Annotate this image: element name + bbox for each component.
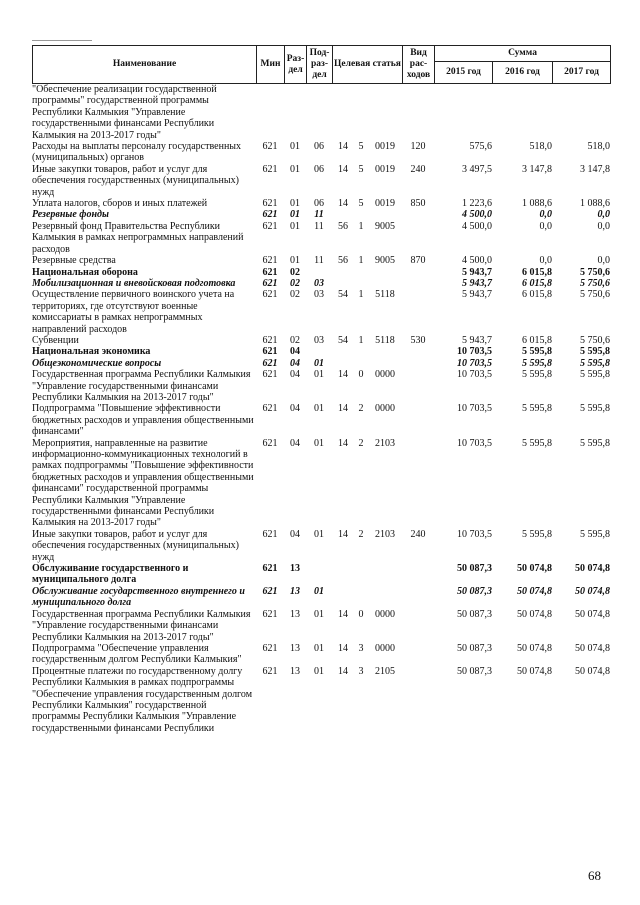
row-min: 621 — [262, 266, 278, 278]
row-sum-2015: 5 943,7 — [462, 289, 492, 301]
row-vid — [402, 586, 434, 609]
table-row — [32, 335, 610, 346]
row-vid — [402, 346, 434, 357]
row-sum-2015: 50 087,3 — [457, 608, 492, 620]
row-target-3: 9005 — [375, 220, 395, 232]
row-razdel: 04 — [290, 369, 300, 381]
row-target-3: 0000 — [375, 369, 395, 381]
row-target-3 — [368, 278, 402, 289]
row-target-2: 2 — [358, 403, 364, 415]
row-sum-2017: 5 750,6 — [580, 289, 610, 301]
row-target-2 — [354, 209, 368, 220]
row-vid — [402, 438, 434, 529]
row-sum-2017: 5 595,8 — [580, 346, 610, 358]
header-target: Целевая статья — [333, 46, 403, 84]
row-podrazdel — [306, 267, 332, 278]
row-sum-2016: 0,0 — [539, 209, 552, 221]
row-target-2: 2 — [358, 528, 364, 540]
row-razdel: 13 — [290, 665, 300, 677]
row-razdel: 13 — [290, 585, 300, 597]
row-sum-2017: 50 074,8 — [575, 585, 610, 597]
table-row — [32, 278, 610, 289]
row-target-1: 14 — [338, 528, 348, 540]
row-razdel: 13 — [290, 563, 300, 575]
row-razdel: 01 — [290, 163, 300, 175]
row-sum-2017: 5 595,8 — [580, 403, 610, 415]
row-podrazdel: 11 — [314, 209, 324, 221]
row-sum-2015: 1 223,6 — [462, 198, 492, 210]
row-target-2: 1 — [358, 220, 364, 232]
row-sum-2015 — [434, 84, 492, 141]
row-min: 621 — [262, 198, 278, 210]
table-row — [32, 438, 610, 529]
row-target-1 — [332, 209, 354, 220]
row-podrazdel: 06 — [314, 141, 324, 153]
row-sum-2016: 5 595,8 — [522, 357, 552, 369]
row-min: 621 — [262, 277, 278, 289]
row-name: Осуществление первичного воинского учета на территориях, где отсутствуют военные комиссариаты в рамках непрограммных направлений расходов — [32, 289, 235, 335]
row-target-3: 5118 — [375, 334, 395, 346]
table-row — [32, 586, 610, 609]
row-sum-2017: 5 750,6 — [580, 334, 610, 346]
row-vid — [402, 403, 434, 437]
row-target-2: 3 — [358, 665, 364, 677]
row-min: 621 — [262, 608, 278, 620]
row-target-1: 14 — [338, 198, 348, 210]
row-razdel: 02 — [290, 266, 300, 278]
row-razdel: 04 — [290, 403, 300, 415]
row-sum-2016: 0,0 — [539, 220, 552, 232]
row-sum-2015: 5 943,7 — [462, 277, 492, 289]
table-row — [32, 358, 610, 369]
row-razdel: 01 — [290, 255, 300, 267]
row-min: 621 — [262, 563, 278, 575]
row-podrazdel: 11 — [314, 255, 324, 267]
row-razdel: 04 — [290, 437, 300, 449]
row-name: Подпрограмма "Обеспечение управления государственным долгом Республики Калмыкия" — [32, 642, 242, 666]
row-target-3: 2103 — [375, 437, 395, 449]
row-podrazdel: 06 — [314, 198, 324, 210]
row-podrazdel: 01 — [314, 369, 324, 381]
row-min: 621 — [262, 209, 278, 221]
row-sum-2016: 5 595,8 — [522, 369, 552, 381]
row-vid — [402, 643, 434, 666]
row-name: Уплата налогов, сборов и иных платежей — [32, 198, 208, 210]
row-target-1: 54 — [338, 334, 348, 346]
row-podrazdel: 03 — [314, 289, 324, 301]
row-target-2: 1 — [358, 334, 364, 346]
row-target-3: 9005 — [375, 255, 395, 267]
row-min: 621 — [262, 163, 278, 175]
row-sum-2016 — [492, 84, 552, 141]
row-target-1: 14 — [338, 163, 348, 175]
row-sum-2016: 6 015,8 — [522, 334, 552, 346]
row-podrazdel — [306, 563, 332, 586]
row-sum-2016: 50 074,8 — [517, 642, 552, 654]
row-vid — [402, 289, 434, 335]
row-name: Процентные платежи по государственному долгу Республики Калмыкия в рамках подпрограммы "Обеспечение управления государственным долгом Республики Калмыкия" государственной программы Республики Калмыкия "Управление государственными финансами Республики — [32, 665, 253, 734]
row-name: Иные закупки товаров, работ и услуг для обеспечения государственных (муниципальных) нужд — [32, 163, 239, 198]
row-sum-2017: 5 595,8 — [580, 369, 610, 381]
row-razdel: 01 — [290, 141, 300, 153]
row-sum-2016: 1 088,6 — [522, 198, 552, 210]
table-row — [32, 529, 610, 563]
row-razdel: 01 — [290, 209, 300, 221]
row-sum-2017: 5 595,8 — [580, 528, 610, 540]
row-sum-2017: 3 147,8 — [580, 163, 610, 175]
row-podrazdel: 01 — [314, 357, 324, 369]
table-header — [32, 45, 611, 84]
table-row — [32, 221, 610, 255]
row-sum-2016: 5 595,8 — [522, 403, 552, 415]
row-target-3: 2103 — [375, 528, 395, 540]
row-min: 621 — [262, 255, 278, 267]
row-razdel: 13 — [290, 608, 300, 620]
header-name: Наименование — [33, 46, 257, 84]
table-row — [32, 289, 610, 335]
row-vid — [402, 267, 434, 278]
row-target-3: 5118 — [375, 289, 395, 301]
row-min: 621 — [262, 346, 278, 358]
row-target-2: 1 — [358, 289, 364, 301]
row-vid — [402, 609, 434, 643]
row-target-1: 56 — [338, 220, 348, 232]
row-min: 621 — [262, 585, 278, 597]
row-podrazdel: 01 — [314, 585, 324, 597]
row-target-3: 0000 — [375, 608, 395, 620]
row-sum-2015: 4 500,0 — [462, 209, 492, 221]
row-sum-2016: 5 595,8 — [522, 437, 552, 449]
row-name: Мобилизационная и вневойсковая подготовка — [32, 277, 236, 289]
row-name: "Обеспечение реализации государственной программы" государственной программы Республики Калмыкия "Управление государственными финансами Республики Калмыкия на 2013-2017 годы" — [32, 84, 217, 141]
row-sum-2017: 0,0 — [597, 209, 610, 221]
table-row — [32, 563, 610, 586]
row-sum-2016: 50 074,8 — [517, 563, 552, 575]
top-rule — [32, 40, 92, 41]
row-target-2: 3 — [358, 642, 364, 654]
row-sum-2016: 6 015,8 — [522, 266, 552, 278]
row-target-1 — [332, 278, 354, 289]
row-name: Резервные фонды — [32, 209, 109, 221]
table-row — [32, 198, 610, 209]
row-target-1: 14 — [338, 403, 348, 415]
row-target-3 — [368, 586, 402, 609]
row-sum-2015: 10 703,5 — [457, 369, 492, 381]
row-razdel — [284, 84, 306, 141]
row-vid: 850 — [410, 198, 426, 210]
row-min — [256, 84, 284, 141]
table-row — [32, 255, 610, 266]
row-target-2 — [354, 563, 368, 586]
row-min: 621 — [262, 665, 278, 677]
row-min: 621 — [262, 528, 278, 540]
row-target-2: 5 — [358, 141, 364, 153]
row-sum-2015: 575,6 — [469, 141, 492, 153]
row-sum-2017: 5 595,8 — [580, 437, 610, 449]
row-vid — [402, 84, 434, 141]
table-row — [32, 346, 610, 357]
row-min: 621 — [262, 642, 278, 654]
row-target-1: 14 — [338, 642, 348, 654]
row-razdel: 04 — [290, 346, 300, 358]
row-podrazdel — [306, 346, 332, 357]
row-target-1 — [332, 267, 354, 278]
header-2015: 2015 год — [435, 62, 493, 84]
row-podrazdel — [306, 84, 332, 141]
row-target-3 — [368, 346, 402, 357]
row-sum-2016: 50 074,8 — [517, 665, 552, 677]
row-vid — [402, 209, 434, 220]
row-target-2: 0 — [358, 369, 364, 381]
row-name: Иные закупки товаров, работ и услуг для обеспечения государственных (муниципальных) нужд — [32, 528, 239, 563]
row-min: 621 — [262, 220, 278, 232]
row-sum-2017: 50 074,8 — [575, 608, 610, 620]
row-target-2 — [354, 586, 368, 609]
row-sum-2016: 0,0 — [539, 255, 552, 267]
row-sum-2016: 3 147,8 — [522, 163, 552, 175]
row-vid — [402, 221, 434, 255]
row-target-2 — [354, 267, 368, 278]
row-vid: 240 — [410, 163, 426, 175]
row-sum-2015: 10 703,5 — [457, 346, 492, 358]
row-sum-2017: 0,0 — [597, 220, 610, 232]
row-target-1: 14 — [338, 141, 348, 153]
row-target-3 — [368, 563, 402, 586]
row-razdel: 02 — [290, 289, 300, 301]
row-sum-2015: 50 087,3 — [457, 665, 492, 677]
row-sum-2017: 518,0 — [587, 141, 610, 153]
row-min: 621 — [262, 141, 278, 153]
row-sum-2016: 6 015,8 — [522, 277, 552, 289]
row-razdel: 01 — [290, 198, 300, 210]
row-target-1: 14 — [338, 437, 348, 449]
header-2016: 2016 год — [493, 62, 553, 84]
row-target-1: 56 — [338, 255, 348, 267]
row-target-2: 5 — [358, 198, 364, 210]
row-target-2: 1 — [358, 255, 364, 267]
row-name: Обслуживание государственного внутреннего и муниципального долга — [32, 585, 245, 609]
row-razdel: 04 — [290, 357, 300, 369]
row-sum-2016: 5 595,8 — [522, 528, 552, 540]
row-name: Мероприятия, направленные на развитие информационно-коммуникационных технологий в рамках подпрограммы "Повышение эффективности бюджетных расходов и управления общественными финансами" государственной программы Республики Калмыкия "Управление государственными финансами Республики Калмыкия на 2013-2017 годы" — [32, 437, 254, 529]
header-vid: Вид рас-ходов — [403, 46, 435, 84]
table-row — [32, 609, 610, 643]
row-name: Национальная экономика — [32, 346, 151, 358]
header-min: Мин — [257, 46, 285, 84]
row-vid: 120 — [410, 141, 426, 153]
table-body — [32, 84, 610, 734]
row-vid: 240 — [410, 528, 426, 540]
row-sum-2015: 10 703,5 — [457, 528, 492, 540]
row-target-2: 0 — [358, 608, 364, 620]
row-min: 621 — [262, 403, 278, 415]
row-sum-2017: 50 074,8 — [575, 642, 610, 654]
table-row — [32, 141, 610, 164]
row-target-3 — [368, 84, 402, 141]
row-target-3: 0019 — [375, 198, 395, 210]
row-sum-2017: 1 088,6 — [580, 198, 610, 210]
row-target-2 — [354, 278, 368, 289]
row-podrazdel: 11 — [314, 220, 324, 232]
row-podrazdel: 03 — [314, 277, 324, 289]
table-row — [32, 403, 610, 437]
header-2017: 2017 год — [553, 62, 611, 84]
row-target-3: 0019 — [375, 163, 395, 175]
row-sum-2016: 50 074,8 — [517, 608, 552, 620]
row-podrazdel: 01 — [314, 403, 324, 415]
row-sum-2017: 0,0 — [597, 255, 610, 267]
row-podrazdel: 03 — [314, 334, 324, 346]
row-sum-2016: 5 595,8 — [522, 346, 552, 358]
row-razdel: 01 — [290, 220, 300, 232]
row-vid — [402, 369, 434, 403]
row-min: 621 — [262, 369, 278, 381]
row-sum-2015: 10 703,5 — [457, 437, 492, 449]
row-target-3: 0000 — [375, 403, 395, 415]
table-row — [32, 164, 610, 198]
row-target-3 — [368, 358, 402, 369]
row-sum-2017 — [552, 84, 610, 141]
row-vid — [402, 666, 434, 734]
row-name: Подпрограмма "Повышение эффективности бюджетных расходов и управления общественными финансами" — [32, 403, 254, 438]
row-razdel: 02 — [290, 334, 300, 346]
row-min: 621 — [262, 357, 278, 369]
row-target-2: 5 — [358, 163, 364, 175]
row-sum-2016: 518,0 — [529, 141, 552, 153]
table-row — [32, 643, 610, 666]
row-sum-2016: 6 015,8 — [522, 289, 552, 301]
row-target-1 — [332, 563, 354, 586]
header-razdel: Раз-дел — [285, 46, 307, 84]
row-target-2: 2 — [358, 437, 364, 449]
row-sum-2015: 50 087,3 — [457, 563, 492, 575]
row-name: Расходы на выплаты персоналу государственных (муниципальных) органов — [32, 141, 242, 164]
row-name: Национальная оборона — [32, 266, 138, 278]
row-sum-2015: 3 497,5 — [462, 163, 492, 175]
row-name: Обслуживание государственного и муниципального долга — [32, 563, 189, 586]
row-sum-2015: 5 943,7 — [462, 334, 492, 346]
row-sum-2016: 50 074,8 — [517, 585, 552, 597]
row-target-2 — [354, 358, 368, 369]
row-vid: 530 — [410, 334, 426, 346]
row-sum-2015: 50 087,3 — [457, 642, 492, 654]
table-row — [32, 209, 610, 220]
row-sum-2017: 5 750,6 — [580, 277, 610, 289]
row-razdel: 02 — [290, 277, 300, 289]
row-target-1 — [332, 346, 354, 357]
row-target-3: 2105 — [375, 665, 395, 677]
row-razdel: 04 — [290, 528, 300, 540]
row-podrazdel: 01 — [314, 665, 324, 677]
row-target-1 — [332, 586, 354, 609]
row-name: Общеэкономические вопросы — [32, 357, 162, 369]
row-podrazdel: 01 — [314, 437, 324, 449]
row-target-1: 14 — [338, 369, 348, 381]
row-target-3 — [368, 209, 402, 220]
row-target-1: 14 — [338, 608, 348, 620]
row-vid — [402, 278, 434, 289]
row-sum-2015: 5 943,7 — [462, 266, 492, 278]
row-sum-2015: 4 500,0 — [462, 255, 492, 267]
row-min: 621 — [262, 437, 278, 449]
row-target-1 — [332, 358, 354, 369]
row-sum-2015: 4 500,0 — [462, 220, 492, 232]
row-vid — [402, 358, 434, 369]
row-razdel: 13 — [290, 642, 300, 654]
header-podrazdel: Под-раз-дел — [307, 46, 333, 84]
table-row — [32, 84, 610, 141]
page-number: 68 — [588, 868, 601, 883]
row-sum-2017: 50 074,8 — [575, 563, 610, 575]
row-target-1 — [332, 84, 354, 141]
row-vid — [402, 563, 434, 586]
row-target-1: 14 — [338, 665, 348, 677]
row-sum-2015: 50 087,3 — [457, 585, 492, 597]
row-podrazdel: 06 — [314, 163, 324, 175]
row-name: Резервный фонд Правительства Республики Калмыкия в рамках непрограммных направлений расходов — [32, 220, 244, 255]
table-row — [32, 369, 610, 403]
table-row — [32, 666, 610, 734]
row-name: Резервные средства — [32, 255, 116, 267]
row-vid: 870 — [410, 255, 426, 267]
row-podrazdel: 01 — [314, 608, 324, 620]
row-name: Субвенции — [32, 334, 79, 346]
row-target-2 — [354, 84, 368, 141]
row-target-1: 54 — [338, 289, 348, 301]
row-target-3 — [368, 267, 402, 278]
row-sum-2017: 5 750,6 — [580, 266, 610, 278]
row-sum-2015: 10 703,5 — [457, 403, 492, 415]
row-podrazdel: 01 — [314, 528, 324, 540]
row-target-3: 0000 — [375, 642, 395, 654]
row-sum-2017: 5 595,8 — [580, 357, 610, 369]
row-min: 621 — [262, 334, 278, 346]
row-podrazdel: 01 — [314, 642, 324, 654]
row-name: Государственная программа Республики Калмыкия "Управление государственными финансами Республики Калмыкия на 2013-2017 годы" — [32, 369, 251, 403]
row-target-3: 0019 — [375, 141, 395, 153]
row-sum-2017: 50 074,8 — [575, 665, 610, 677]
table-row — [32, 267, 610, 278]
row-target-2 — [354, 346, 368, 357]
row-name: Государственная программа Республики Калмыкия "Управление государственными финансами Республики Калмыкия на 2013-2017 годы" — [32, 608, 251, 643]
header-sum: Сумма — [435, 46, 611, 62]
row-min: 621 — [262, 289, 278, 301]
row-sum-2015: 10 703,5 — [457, 357, 492, 369]
budget-table-page — [32, 45, 610, 734]
